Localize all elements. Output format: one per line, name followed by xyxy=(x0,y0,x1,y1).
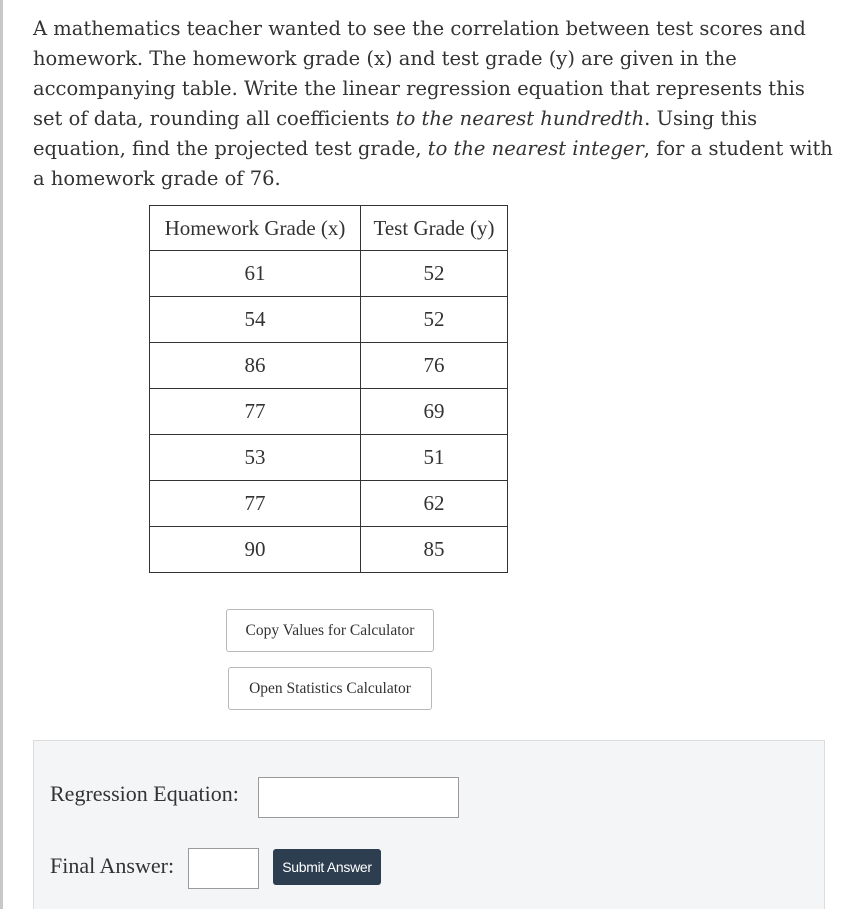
question-part-2: . Using this equation, find the projected test grade, xyxy=(33,107,758,160)
table-row xyxy=(150,481,508,527)
header-homework-grade: Homework Grade (x) xyxy=(150,206,361,251)
cell-test-grade: 76 xyxy=(361,343,508,389)
table-row xyxy=(150,251,508,297)
cell-test-grade: 52 xyxy=(361,251,508,297)
cell-homework-grade: 77 xyxy=(150,481,361,527)
left-border-rule xyxy=(0,0,3,909)
table-row xyxy=(150,343,508,389)
cell-homework-grade: 54 xyxy=(150,297,361,343)
cell-test-grade: 85 xyxy=(361,527,508,573)
cell-test-grade: 69 xyxy=(361,389,508,435)
table-header-row xyxy=(150,206,508,251)
cell-homework-grade: 77 xyxy=(150,389,361,435)
data-table xyxy=(149,205,508,573)
question-text xyxy=(33,14,833,194)
regression-equation-label: Regression Equation: xyxy=(50,781,239,806)
cell-test-grade: 52 xyxy=(361,297,508,343)
question-emphasis-hundredth: to the nearest hundredth xyxy=(395,107,645,130)
submit-answer-button[interactable]: Submit Answer xyxy=(273,849,381,885)
final-answer-label: Final Answer: xyxy=(50,853,175,878)
open-statistics-calculator-button[interactable]: Open Statistics Calculator xyxy=(228,667,432,710)
question-part-1: A mathematics teacher wanted to see the correlation between test scores and homework. The homework grade (x) and test grade (y) are given in the accompanying table. Write the linear regression equation that represents this set of data, rounding all coefficients xyxy=(33,17,806,130)
question-part-3: , for a student with a homework grade of 76. xyxy=(33,137,833,190)
table-row xyxy=(150,435,508,481)
answer-panel xyxy=(33,740,825,909)
table-row xyxy=(150,389,508,435)
cell-homework-grade: 53 xyxy=(150,435,361,481)
regression-equation-input[interactable] xyxy=(258,777,459,818)
cell-homework-grade: 90 xyxy=(150,527,361,573)
copy-values-button[interactable]: Copy Values for Calculator xyxy=(226,609,434,652)
cell-homework-grade: 61 xyxy=(150,251,361,297)
cell-test-grade: 62 xyxy=(361,481,508,527)
header-test-grade: Test Grade (y) xyxy=(361,206,508,251)
cell-homework-grade: 86 xyxy=(150,343,361,389)
question-emphasis-integer: to the nearest integer xyxy=(427,137,644,160)
cell-test-grade: 51 xyxy=(361,435,508,481)
final-answer-input[interactable] xyxy=(188,848,259,889)
table-row xyxy=(150,527,508,573)
table-row xyxy=(150,297,508,343)
